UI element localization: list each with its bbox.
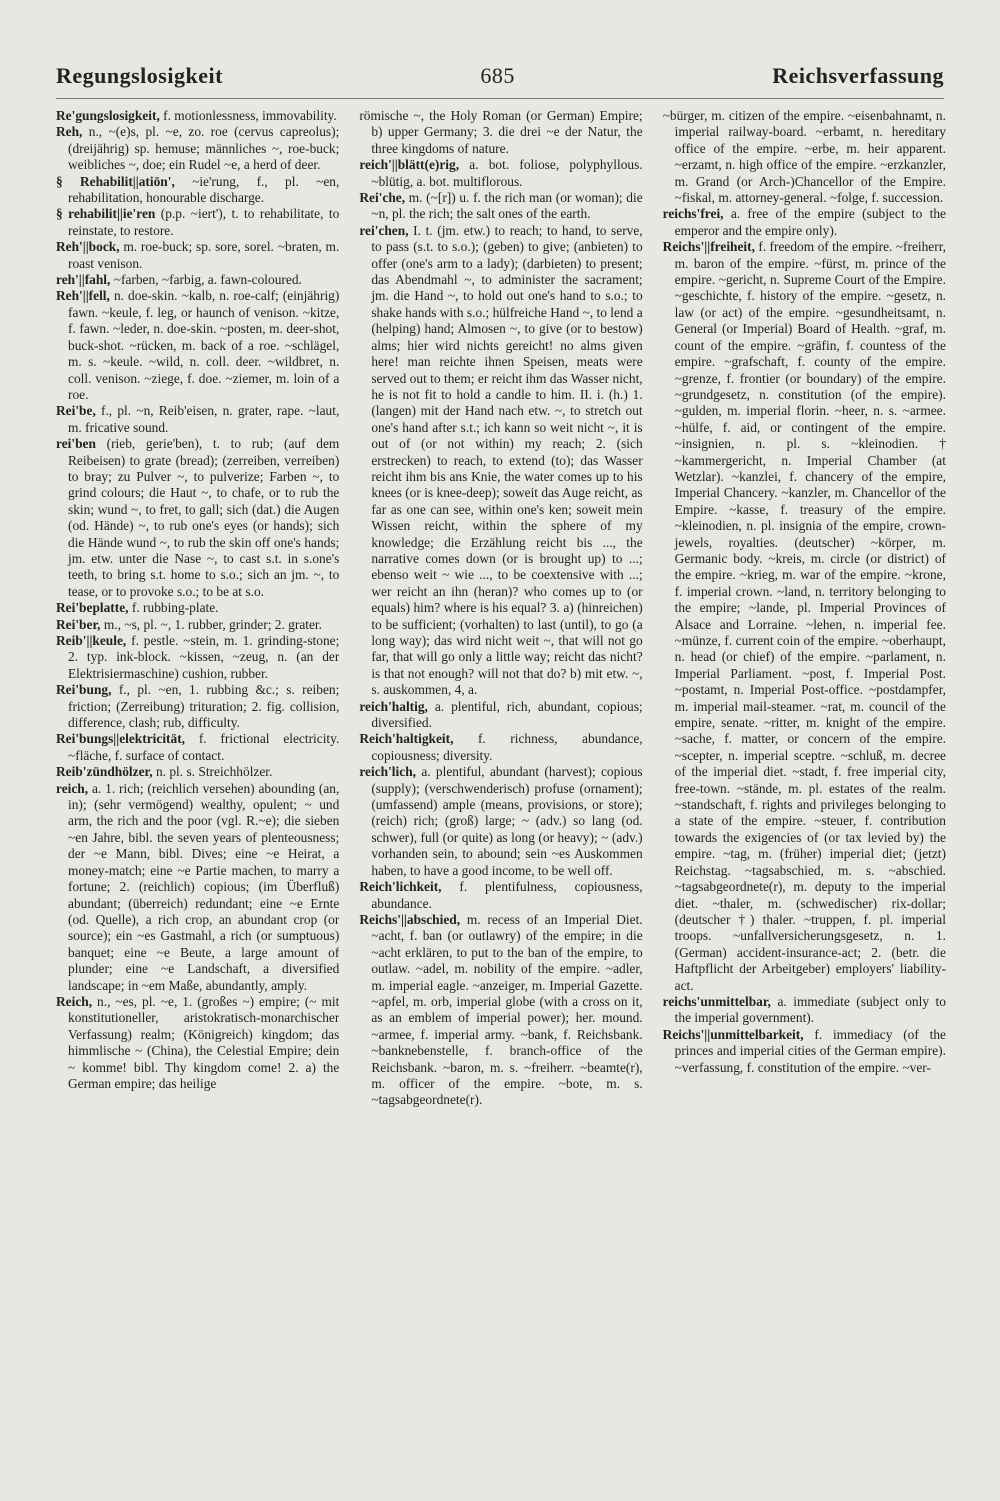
entry-text: ~ie'rung, f., pl. ~en, rehabilitation, honourable discharge. <box>68 173 340 206</box>
dictionary-entry <box>663 108 946 206</box>
dictionary-entry <box>663 994 946 1027</box>
entry-headword: Reichs'||unmittelbarkeit, <box>662 1026 804 1042</box>
dictionary-entry <box>56 108 339 124</box>
dictionary-entry <box>359 764 642 879</box>
entry-headword: Reichs'||freiheit, <box>662 239 755 255</box>
dictionary-entry <box>56 994 339 1092</box>
entry-text: a. plentiful, abundant (harvest); copious (supply); (verschwenderisch) profuse (ornament); (umfassend) ample (means, provisions, or store); (reich) rich; (groß) large; ~ (adv.) so lang (od. schwer), full (or quite) as long (or heavy); ~ (adv.) vorhanden sein, to abound; sein ~es Auskommen haben, to have a good income, to be well off. <box>371 764 643 878</box>
dictionary-entry <box>56 617 339 633</box>
dictionary-entry <box>663 239 946 994</box>
entry-text: f. pestle. ~stein, m. 1. grinding-stone; 2. typ. ink-block. ~kissen, ~zeug, n. (an der Elektrisiermaschine) cushion, rubber. <box>68 633 340 681</box>
entry-text: f., pl. ~en, 1. rubbing &c.; s. reiben; friction; (Zerreibung) trituration; 2. fig. collision, difference, clash; rub, difficulty. <box>68 682 340 731</box>
entry-text: n. pl. s. Streichhölzer. <box>155 764 273 780</box>
entry-headword: Rei'che, <box>359 190 406 206</box>
column-1 <box>56 108 339 1488</box>
dictionary-entry <box>56 436 339 600</box>
entry-text: n., ~es, pl. ~e, 1. (großes ~) empire; (~ mit konstitutioneller, aristokratisch-monarchischer Verfassung) realm; (Königreich) kingdom; das himmlische ~ (China), the Celestial Empire; dein ~ komme! bibl. Thy kingdom come! 2. a) the German empire; das heilige <box>68 993 340 1091</box>
entry-text: f. motionlessness, immovability. <box>163 108 337 123</box>
dictionary-entry <box>359 190 642 223</box>
entry-headword: reich'lich, <box>359 764 416 780</box>
dictionary-entry <box>56 124 339 173</box>
dictionary-entry <box>359 108 642 157</box>
entry-headword: rei'chen, <box>359 222 409 238</box>
column-2 <box>359 108 642 1488</box>
entry-text: f., pl. ~n, Reib'eisen, n. grater, rape. ~laut, m. fricative sound. <box>68 403 340 435</box>
entry-headword: Reich'haltigkeit, <box>359 731 454 747</box>
entry-headword: Reich'lichkeit, <box>359 879 442 895</box>
entry-headword: Rei'bung, <box>56 682 112 698</box>
dictionary-entry <box>56 272 339 288</box>
entry-text: (p.p. ~iert'), t. to rehabilitate, to reinstate, to restore. <box>68 206 340 238</box>
entry-headword: Rei'bungs||elektricität, <box>56 731 186 747</box>
entry-headword: Rei'ber, <box>56 616 101 632</box>
dictionary-entry <box>56 731 339 764</box>
entry-headword: Rei'beplatte, <box>56 600 129 616</box>
entry-headword: Reich, <box>56 993 93 1009</box>
entry-headword: Reh, <box>56 124 83 140</box>
entry-headword: Reib'||keule, <box>56 633 127 648</box>
dictionary-entry <box>56 403 339 436</box>
entry-text: f. rubbing-plate. <box>131 600 219 616</box>
page-header <box>56 58 944 94</box>
entry-text: a. free of the empire (subject to the emperor and the empire only). <box>674 206 946 238</box>
dictionary-entry <box>359 912 642 1109</box>
entry-text: ~bürger, m. citizen of the empire. ~eisenbahnamt, n. imperial railway-board. ~erbamt, n. hereditary office of the empire. ~erbe, m. heir apparent. ~erzamt, n. high office of the empire. ~erzkanzler, m. Grand (or Arch-)Chancellor of the Empire. ~fiskal, m. attorney-general. ~folge, f. succession. <box>662 108 946 206</box>
entry-headword: rei'ben <box>56 436 96 452</box>
entry-headword: Reib'zündhölzer, <box>56 764 153 780</box>
dictionary-entry <box>56 239 339 272</box>
running-head-left: Regungslosigkeit <box>56 63 223 88</box>
dictionary-entry <box>56 600 339 616</box>
entry-text: a. plentiful, rich, abundant, copious; diversified. <box>371 698 643 731</box>
entry-text: f. immediacy (of the princes and imperial cities of the German empire). ~verfassung, f. constitution of the empire. ~ver- <box>674 1026 946 1075</box>
header-rule <box>56 98 944 99</box>
dictionary-entry <box>359 223 642 699</box>
entry-headword: reich, <box>56 780 89 796</box>
entry-text: f. freedom of the empire. ~freiherr, m. baron of the empire. ~fürst, m. prince of the empire. ~gericht, n. Supreme Court of the Empire. ~geschichte, f. history of the empire. ~gesetz, n. law (or act) of the empire. ~gesundheitsamt, n. General (or Imperial) Board of Health. ~graf, m. count of the empire. ~gräfin, f. countess of the empire. ~grafschaft, f. county of the empire. ~grenze, f. frontier (or boundary) of the empire. ~grundgesetz, n. constitution (of the empire). ~gulden, m. imperial florin. ~heer, n. s. ~armee. ~hülfe, f. aid, or contingent of the empire. ~insignien, n. pl. s. ~kleinodien. † ~kammergericht, n. Imperial Chamber (at Wetzlar). ~kanzlei, f. chancery of the empire, Imperial Chancery. ~kanzler, m. Chancellor of the Empire. ~kasse, f. treasury of the empire. ~kleinodien, n. pl. insignia of the empire, crown-jewels, royalties. (deutscher) ~körper, m. Germanic body. ~kreis, m. circle (or district) of the empire. ~krieg, m. war of the empire. ~krone, f. imperial crown. ~land, n. territory belonging to the empire; ~lande, pl. Imperial Provinces of Alsace and Lorraine. ~lehen, n. imperial fee. ~münze, f. current coin of the empire. ~oberhaupt, n. head (or chief) of the empire. ~parlament, n. Imperial Parliament. ~post, f. Imperial Post. ~postamt, n. Imperial Post-office. ~postdampfer, m. imperial mail-steamer. ~rat, m. council of the empire, senate. ~ritter, m. knight of the empire. ~sache, f. matter, or concern of the empire. ~scepter, n. imperial sceptre. ~schluß, m. decree of the imperial diet. ~stadt, f. free imperial city, free-town. ~stände, m. pl. estates of the realm. ~standschaft, f. rights and privileges belonging to a state of the empire. ~steuer, f. contribution towards the exigencies of (or tax levied by) the empire. ~tag, m. (früher) imperial diet; (jetzt) Reichstag. ~tagsabschied, m. s. ~abschied. ~tagsabgeordnete(r), m. deputy to the imperial diet. ~thaler, m. (schwedischer) rix-dollar; (deutscher †) thaler. ~truppen, f. pl. imperial troops. ~unfallversicherungsgesetz, n. 1. (German) accident-insurance-act; 2. (betr. die Haftpflicht der Arbeitgeber) employers' liability-act. <box>674 239 946 993</box>
entry-headword: § Rehabilit||atiōn', <box>56 173 175 189</box>
entry-headword: reh'||fahl, <box>56 272 111 288</box>
entry-text: m., ~s, pl. ~, 1. rubber, grinder; 2. grater. <box>103 616 322 632</box>
dictionary-entry <box>56 781 339 994</box>
entry-headword: reich'||blätt(e)rig, <box>359 157 460 173</box>
dictionary-entry <box>56 633 339 682</box>
entry-headword: reichs'frei, <box>662 206 724 222</box>
entry-text: I. t. (jm. etw.) to reach; to hand, to serve, to pass (s.t. to s.o.); (geben) to give; (anbieten) to offer (one's arm to a lady); (darbieten) to present; das Abendmahl ~, to administer the sacrament; jm. die Hand ~, to hold out one's hand to s.o.; to shake hands with s.o.; hülfreiche Hand ~, to lend a (helping) hand; Almosen ~, to give (or to bestow) alms; hier wird nichts gereicht! no alms given here! man reichte ihnen Speisen, meats were served out to them; er reicht ihm das Wasser nicht, he is not fit to hold a candle to him. II. i. (h.) 1. (langen) mit der Hand nach etw. ~, to stretch out one's hand after s.t.; ich kann so weit nicht ~, it is out of (or not within) my reach; 2. (sich erstrecken) to reach, to extend (to); das Wasser reicht ihm bis ans Knie, the water comes up to his knees (or is knee-deep); soweit das Auge reicht, as far as one can see, within one's ken; soweit mein Wissen reicht, within the sphere of my knowledge; die Erzählung reicht bis ..., the narrative comes down (or is brought up) to ...; ebenso weit ~ wie ..., to be coextensive with ...; wer reicht an ihn (heran)? who comes up to (or equals) him? where is his equal? 3. a) (hinreichen) to be sufficient; (vorhalten) to last (until), to go (a long way); das wird nicht weit ~, that will not go far, that will go only a little way; reicht das nicht? is that not enough? will not that do? b) mit etw. ~, s. auskommen, 4, a. <box>371 222 643 698</box>
dictionary-entry <box>663 1027 946 1076</box>
entry-text: a. 1. rich; (reichlich versehen) abounding (an, in); (sehr vermögend) wealthy, opulent; ~ und arm, the rich and the poor (vgl. R.~e); die sieben ~en Jahre, bibl. the seven years of plenteousness; der ~e Mann, bibl. Dives; eine ~e Heirat, a money-match; eine ~e Partie machen, to marry a fortune; 2. (reichlich) copious; (im Überfluß) abundant; (überreich) redundant; eine ~e Ernte (od. Quelle), a rich crop, an abundant crop (or source); ein ~es Gastmahl, a rich (or sumptuous) banquet; eine ~e Beute, a large amount of plunder; eine ~e Landschaft, a diversified landscape; in ~em Maße, abundantly, amply. <box>68 780 340 993</box>
entry-text: f. plentifulness, copiousness, abundance. <box>371 879 643 911</box>
entry-headword: Reichs'||abschied, <box>359 911 461 927</box>
dictionary-entry <box>663 206 946 239</box>
entry-text: f. frictional electricity. ~fläche, f. surface of contact. <box>68 731 340 763</box>
dictionary-entry <box>359 157 642 190</box>
entry-text: f. richness, abundance, copiousness; diversity. <box>371 731 643 763</box>
entry-text: m. (~[r]) u. f. the rich man (or woman); die ~n, pl. the rich; the salt ones of the earth. <box>371 190 643 222</box>
entry-headword: Reh'||bock, <box>56 239 120 255</box>
page-number: 685 <box>480 63 515 88</box>
entry-headword: Rei'be, <box>56 403 96 419</box>
entry-text: n., ~(e)s, pl. ~e, zo. roe (cervus capreolus); (dreijährig) sp. hemuse; männliches ~, roe-buck; weibliches ~, doe; ein Rudel ~e, a herd of deer. <box>68 124 340 173</box>
entry-text: m. recess of an Imperial Diet. ~acht, f. ban (or outlawry) of the empire; in die ~acht erklären, to put to the ban of the empire, to outlaw. ~adel, m. nobility of the empire. ~adler, m. imperial eagle. ~anzeiger, m. Imperial Gazette. ~apfel, m. orb, imperial globe (with a cross on it, as an emblem of imperial power); her. mound. ~armee, f. imperial army. ~bank, f. Reichsbank. ~banknebenstelle, f. branch-office of the Reichsbank. ~baron, m. s. ~freiherr. ~beamte(r), m. officer of the empire. ~bote, m. s. ~tagsabgeordnete(r). <box>371 911 643 1108</box>
entry-text: a. immediate (subject only to the imperial government). <box>674 993 946 1026</box>
entry-headword: § rehabilit||ie'ren <box>56 206 156 222</box>
text-columns <box>56 108 946 1488</box>
dictionary-entry <box>56 206 339 239</box>
running-head-right: Reichsverfassung <box>772 63 944 88</box>
dictionary-entry <box>56 682 339 731</box>
entry-text: m. roe-buck; sp. sore, sorel. ~braten, m. roast venison. <box>68 239 340 271</box>
dictionary-entry <box>359 699 642 732</box>
entry-headword: reichs'unmittelbar, <box>662 993 771 1009</box>
entry-headword: reich'haltig, <box>359 698 428 714</box>
dictionary-entry <box>56 288 339 403</box>
entry-headword: Re'gungslosigkeit, <box>56 108 160 123</box>
entry-text: a. bot. foliose, polyphyllous. ~blütig, a. bot. multiflorous. <box>371 157 643 189</box>
column-3 <box>663 108 946 1488</box>
entry-headword: Reh'||fell, <box>56 288 110 304</box>
dictionary-entry <box>56 764 339 780</box>
dictionary-entry <box>359 879 642 912</box>
dictionary-entry <box>56 174 339 207</box>
entry-text: (rieb, gerie'ben), t. to rub; (auf dem Reibeisen) to grate (bread); (zerreiben, verreiben) to bray; zu Pulver ~, to pulverize; Farben ~, to grind colours; die Haut ~, to chafe, or to rub the skin; wund ~, to fret, to gall; sich (dat.) die Augen (od. Hände) ~, to rub one's eyes (or hands); sich die Hände wund ~, to rub the skin off one's hands; jm. etw. unter die Nase ~, to cast s.t. in s.one's teeth, to bring s.t. home to s.o.; sich an jm. ~, to tease, or to provoke s.o.; to be at s.o. <box>68 436 340 599</box>
entry-text: römische ~, the Holy Roman (or German) Empire; b) upper Germany; 3. die drei ~e der Natur, the three kingdoms of nature. <box>359 108 643 156</box>
dictionary-entry <box>359 731 642 764</box>
entry-text: n. doe-skin. ~kalb, n. roe-calf; (einjährig) fawn. ~keule, f. leg, or haunch of venison. ~kitze, f. fawn. ~leder, n. doe-skin. ~posten, m. deer-shot, buck-shot. ~rücken, m. back of a roe. ~schlägel, m. s. ~keule. ~wild, n. coll. deer. ~wildbret, n. coll. venison. ~ziege, f. doe. ~ziemer, m. loin of a roe. <box>68 288 340 402</box>
entry-text: ~farben, ~farbig, a. fawn-coloured. <box>113 272 302 288</box>
